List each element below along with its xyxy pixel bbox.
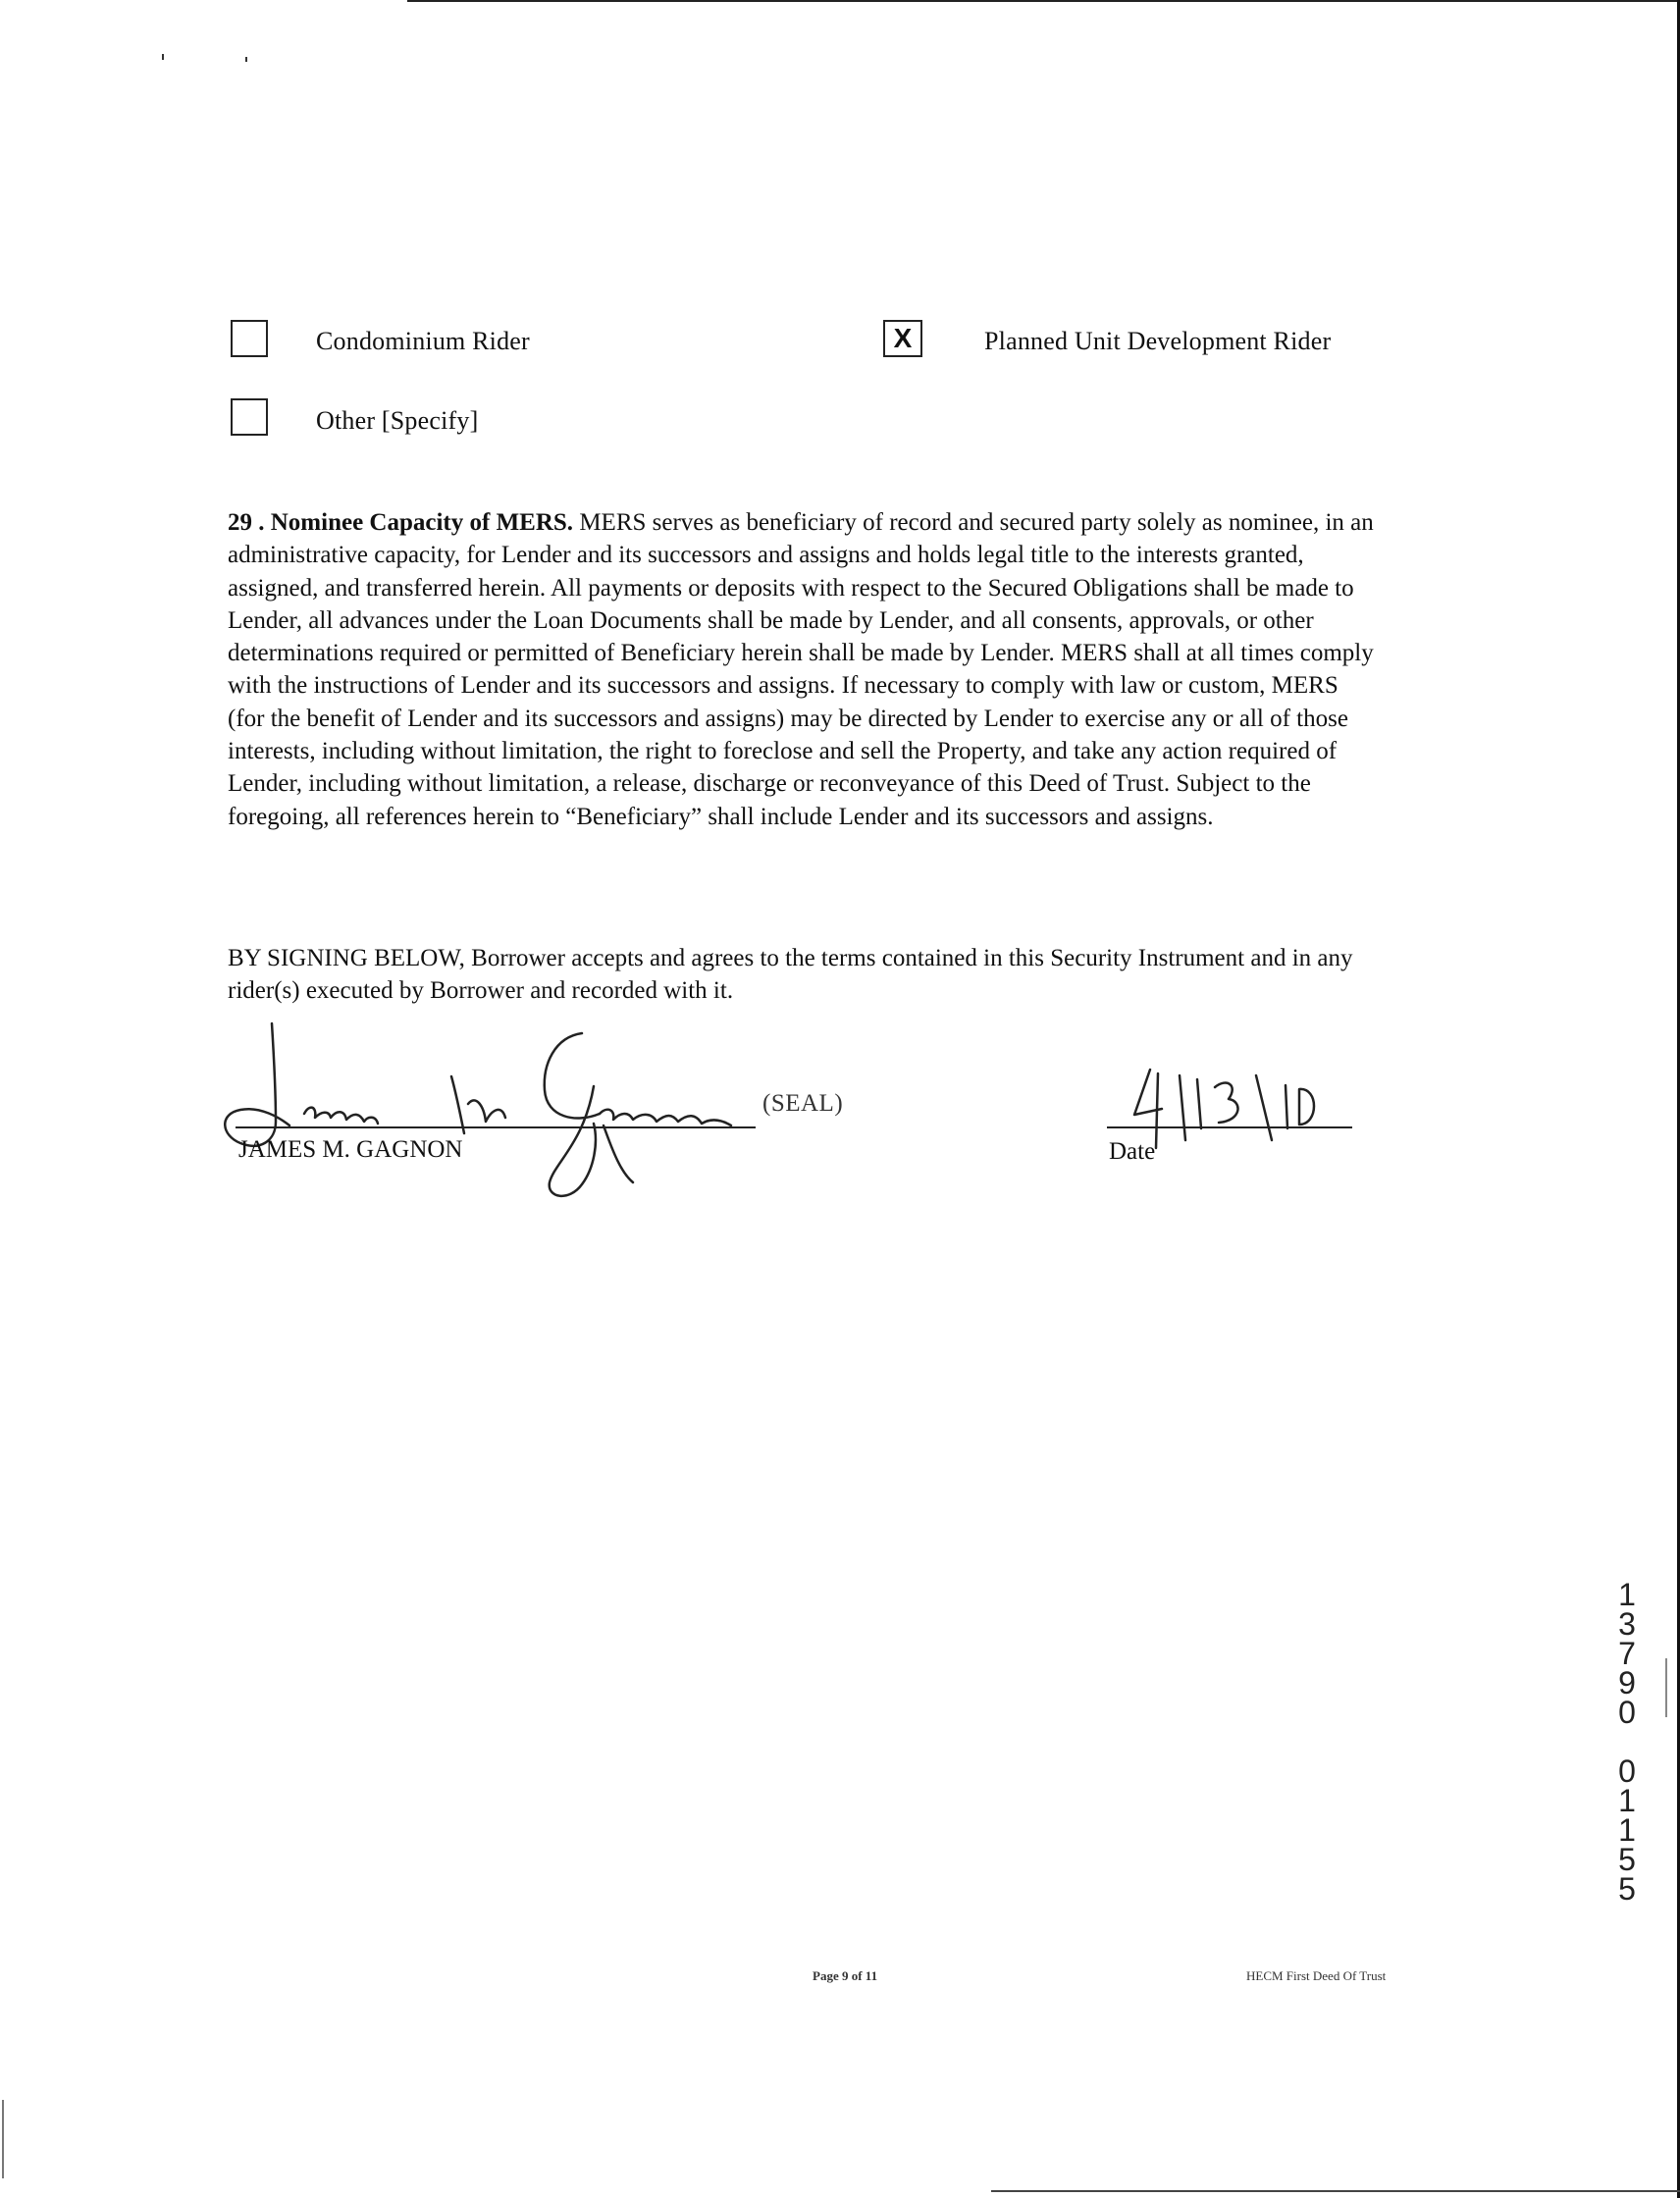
bottom-border-line [991, 2190, 1680, 2192]
top-border-line [407, 0, 1680, 2]
signing-statement: BY SIGNING BELOW, Borrower accepts and agrees to the terms contained in this Security Instrument and in any rider(s) executed by Borrower and recorded with it. [228, 945, 1353, 1005]
document-title-footer: HECM First Deed Of Trust [1246, 1968, 1387, 1983]
scan-speck [245, 57, 247, 62]
stamp-digit: 1 [1618, 1812, 1636, 1848]
borrower-signature [211, 1016, 761, 1202]
condominium-rider-label: Condominium Rider [316, 327, 530, 355]
date-label: Date [1109, 1138, 1156, 1165]
stamp-digit: 9 [1618, 1665, 1636, 1701]
signature-line [236, 1126, 756, 1128]
stamp-digit: 7 [1618, 1636, 1636, 1671]
page-number: Page 9 of 11 [813, 1968, 878, 1983]
section-29-heading: Nominee Capacity of MERS. [270, 509, 574, 536]
other-rider-option[interactable] [231, 398, 268, 436]
document-number-stamp [1607, 1577, 1647, 1907]
condominium-rider-option[interactable] [231, 320, 268, 357]
scan-speck [1665, 1658, 1667, 1717]
pud-rider-option[interactable] [883, 320, 922, 357]
date-line [1107, 1126, 1352, 1128]
scan-speck [2, 2100, 4, 2178]
stamp-digit: 3 [1618, 1606, 1636, 1642]
section-29-number: 29 . [228, 509, 265, 536]
section-29-body: MERS serves as beneficiary of record and secured party solely as nominee, in an administrative capacity, for Lender and its successors and assigns and holds legal title to the interests granted, assigned, and transferred herein. All payments or deposits with respect to the Secured Obligations shall be made to Lender, all advances under the Loan Documents shall be made by Lender, and all consents, approvals, or other determinations required or permitted of Beneficiary herein shall be made by Lender. MERS shall at all times comply with the instructions of Lender and its successors and assigns. If necessary to comply with law or custom, MERS (for the benefit of Lender and its successors and assigns) may be directed by Lender to exercise any or all of those interests, including without limitation, the right to foreclose and sell the Property, and take any action required of Lender, including without limitation, a release, discharge or reconveyance of this Deed of Trust. Subject to the foregoing, all references herein to “Beneficiary” shall include Lender and its successors and assigns. [228, 509, 1374, 830]
condominium-rider-checkbox[interactable] [231, 320, 268, 357]
pud-rider-checkbox[interactable]: X [883, 320, 922, 357]
stamp-digit: 0 [1618, 1753, 1636, 1789]
other-rider-label: Other [Specify] [316, 406, 479, 435]
pud-rider-label: Planned Unit Development Rider [984, 327, 1332, 355]
stamp-digit: 1 [1618, 1577, 1636, 1612]
section-29-paragraph [228, 506, 1376, 833]
other-rider-checkbox[interactable] [231, 398, 268, 436]
borrower-name: JAMES M. GAGNON [238, 1136, 463, 1163]
scan-speck [162, 54, 164, 60]
stamp-digit: 1 [1618, 1783, 1636, 1818]
stamp-digit: 5 [1618, 1842, 1636, 1877]
stamp-digit: 0 [1618, 1695, 1636, 1730]
seal-label: (SEAL) [762, 1090, 844, 1117]
stamp-digit: 5 [1618, 1871, 1636, 1907]
